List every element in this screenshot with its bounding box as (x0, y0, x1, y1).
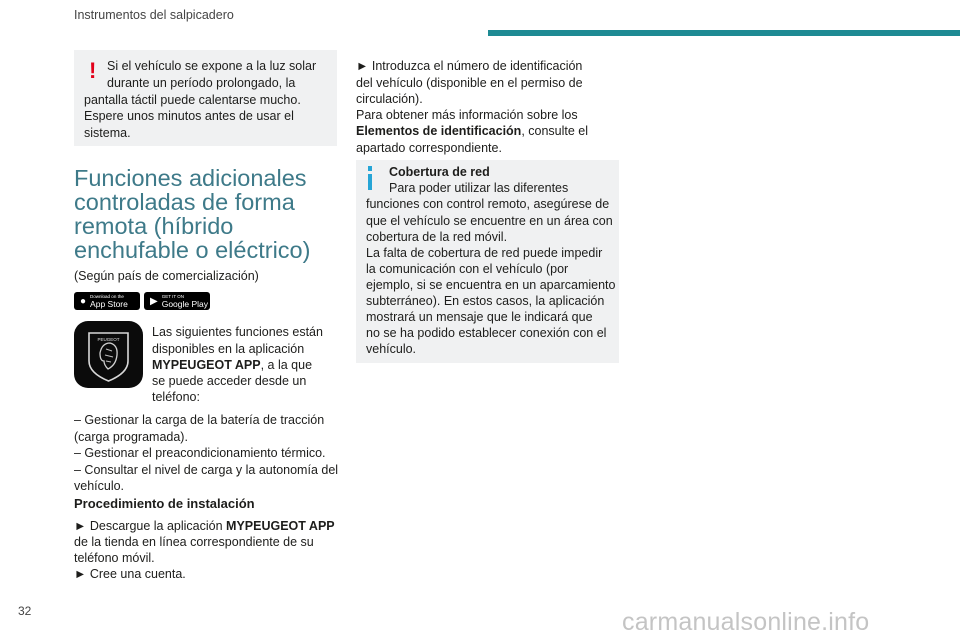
info-icon (368, 166, 372, 190)
right-text-line: del vehículo (disponible en el permiso de (356, 76, 583, 90)
header-accent-bar (488, 30, 960, 36)
app-text-line: Las siguientes funciones están (152, 325, 323, 339)
app-store-badge[interactable] (74, 292, 140, 310)
heading-line: enchufable o eléctrico) (74, 237, 311, 263)
info-line: mostrará un mensaje que le indicará que (366, 310, 593, 324)
heading-line: remota (híbrido (74, 213, 234, 239)
section-heading (74, 166, 339, 262)
badge-small-text: GET IT ON (161, 294, 185, 299)
page-number: 32 (18, 604, 32, 618)
heading-line: controladas de forma (74, 189, 295, 215)
info-line: que el vehículo se encuentre en un área con (366, 214, 613, 228)
right-text-line (356, 123, 588, 140)
availability-note: (Según país de comercialización) (74, 269, 259, 283)
install-step (74, 518, 335, 535)
install-step-text: ► Descargue la aplicación (74, 519, 227, 533)
info-line: no se ha podido establecer conexión con el (366, 326, 607, 340)
info-line: la comunicación con el vehículo (por (366, 262, 569, 276)
install-step: ► Cree una cuenta. (74, 567, 186, 581)
info-line: cobertura de la red móvil. (366, 230, 508, 244)
warning-line: durante un período prolongado, la (107, 76, 296, 90)
info-line: funciones con control remoto, asegúrese de (366, 197, 610, 211)
install-step: de la tienda en línea correspondiente de su (74, 535, 314, 549)
info-icon-gap (368, 171, 372, 174)
page-header-title: Instrumentos del salpicadero (74, 8, 234, 22)
watermark: carmanualsonline.info (622, 608, 870, 636)
right-text-line: ► Introduzca el número de identificación (356, 59, 583, 73)
list-item: vehículo. (74, 479, 125, 493)
play-icon: ▶ (150, 295, 158, 307)
app-text-line: teléfono: (152, 390, 200, 404)
google-play-badge[interactable] (144, 292, 210, 310)
app-icon-label: PEUGEOT (97, 337, 120, 342)
info-line: vehículo. (366, 342, 417, 356)
apple-icon: ● (80, 295, 87, 307)
warning-line: Si el vehículo se expone a la luz solar (107, 59, 317, 73)
heading-line: Funciones adicionales (74, 165, 307, 191)
app-name: MYPEUGEOT APP (152, 358, 261, 372)
list-item: (carga programada). (74, 430, 188, 444)
info-line: subterráneo). En estos casos, la aplicación (366, 294, 605, 308)
peugeot-lion-shield-icon (74, 321, 143, 388)
info-line: La falta de cobertura de red puede impedir (366, 246, 603, 260)
right-text-rest: , consulte el (521, 124, 589, 138)
exclamation-icon: ! (89, 58, 97, 83)
warning-line: sistema. (84, 126, 131, 140)
badge-big-text: Google Play (161, 299, 209, 309)
list-item: – Gestionar el preacondicionamiento térmico. (74, 446, 326, 460)
app-text-line (152, 357, 312, 374)
install-title: Procedimiento de instalación (74, 496, 255, 511)
identification-link-text: Elementos de identificación (356, 124, 522, 138)
info-line: Para poder utilizar las diferentes (389, 181, 569, 195)
mypeugeot-app-icon (74, 321, 143, 388)
right-text-line: Para obtener más información sobre los (356, 108, 578, 122)
right-text-line: apartado correspondiente. (356, 141, 502, 155)
list-item: – Gestionar la carga de la batería de tracción (74, 413, 325, 427)
list-item: – Consultar el nivel de carga y la autonomía del (74, 463, 339, 477)
app-name: MYPEUGEOT APP (226, 519, 335, 533)
app-text-rest: , a la que (260, 358, 313, 372)
app-text-line: se puede acceder desde un (152, 374, 307, 388)
info-title: Cobertura de red (389, 165, 490, 179)
badge-small-text: Download on the (90, 294, 124, 299)
warning-line: pantalla táctil puede calentarse mucho. (84, 93, 301, 107)
app-text-line: disponibles en la aplicación (152, 342, 305, 356)
warning-line: Espere unos minutos antes de usar el (84, 109, 294, 123)
install-step: teléfono móvil. (74, 551, 155, 565)
right-text-line: circulación). (356, 92, 423, 106)
info-line: ejemplo, si se encuentra en un aparcamiento (366, 278, 616, 292)
badge-big-text: App Store (90, 299, 128, 309)
